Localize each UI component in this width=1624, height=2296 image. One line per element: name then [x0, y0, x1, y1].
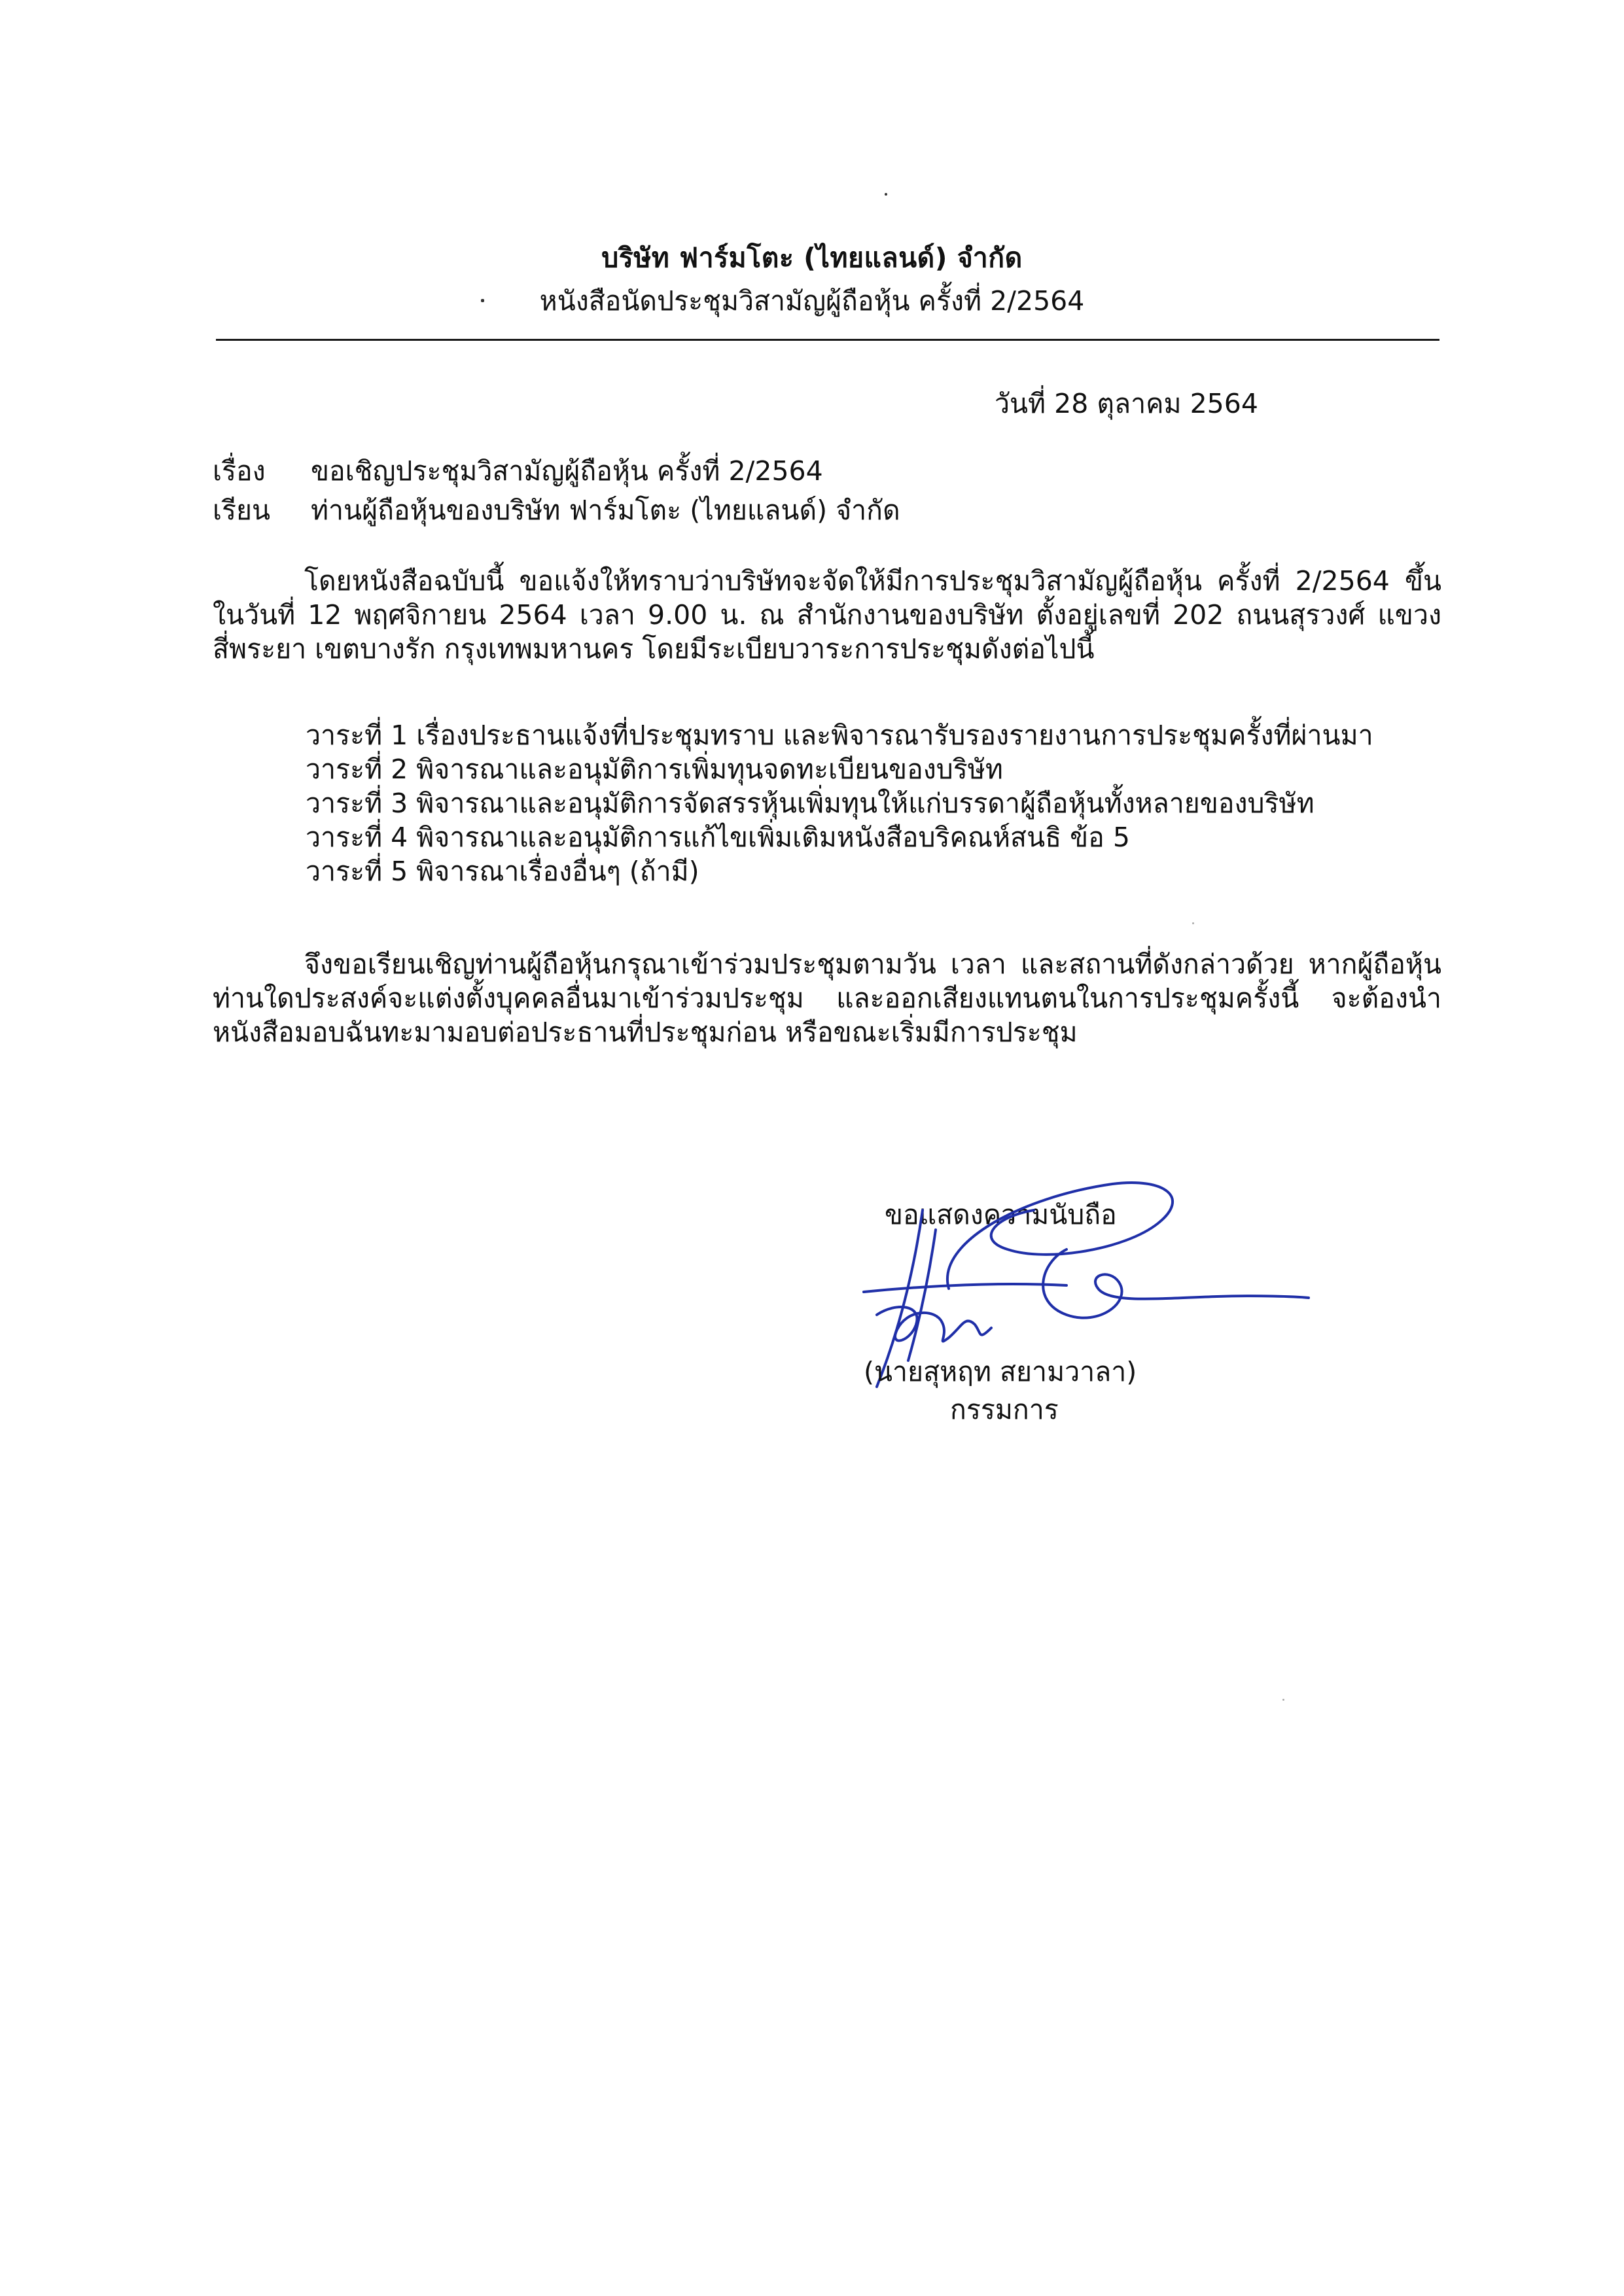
agenda-item: วาระที่ 5 พิจารณาเรื่องอื่นๆ (ถ้ามี) — [306, 856, 699, 887]
subject-value: ขอเชิญประชุมวิสามัญผู้ถือหุ้น ครั้งที่ 2/2564 — [311, 455, 823, 487]
signer-title: กรรมการ — [950, 1394, 1059, 1425]
agenda-item: วาระที่ 4 พิจารณาและอนุมัติการแก้ไขเพิ่มเติมหนังสือบริคณห์สนธิ ข้อ 5 — [306, 822, 1130, 853]
scan-speck — [1192, 922, 1194, 924]
agenda-item: วาระที่ 3 พิจารณาและอนุมัติการจัดสรรหุ้นเพิ่มทุนให้แก่บรรดาผู้ถือหุ้นทั้งหลายของบริษัท — [306, 788, 1315, 819]
recipient-label: เรียน — [213, 495, 271, 526]
recipient-value: ท่านผู้ถือหุ้นของบริษัท ฟาร์มโตะ (ไทยแลนด์) จำกัด — [311, 495, 900, 526]
intro-paragraph: โดยหนังสือฉบับนี้ ขอแจ้งให้ทราบว่าบริษัทจะจัดให้มีการประชุมวิสามัญผู้ถือหุ้น ครั้งที่ 2/2564 ขึ้นในวันที่ 12 พฤศจิกายน 2564 เวลา 9.00 น. ณ สำนักงานของบริษัท ตั้งอยู่เลขที่ 202 ถนนสุรวงศ์ แขวงสี่พระยา เขตบางรัก กรุงเทพมหานคร โดยมีระเบียบวาระการประชุมดังต่อไปนี้ — [213, 565, 1441, 665]
letter-date: วันที่ 28 ตุลาคม 2564 — [995, 388, 1258, 419]
agenda-item: วาระที่ 1 เรื่องประธานแจ้งที่ประชุมทราบ และพิจารณารับรองรายงานการประชุมครั้งที่ผ่านมา — [306, 720, 1373, 751]
header-divider — [216, 339, 1439, 341]
subject-label: เรื่อง — [213, 455, 266, 487]
closing-phrase: ขอแสดงความนับถือ — [885, 1199, 1117, 1230]
scan-speck — [1282, 1699, 1284, 1701]
signer-name: (นายสุหฤท สยามวาลา) — [864, 1356, 1137, 1387]
agenda-item: วาระที่ 2 พิจารณาและอนุมัติการเพิ่มทุนจดทะเบียนของบริษัท — [306, 754, 1003, 785]
scan-speck — [885, 193, 887, 196]
agenda-list — [306, 718, 1373, 888]
closing-paragraph: จึงขอเรียนเชิญท่านผู้ถือหุ้นกรุณาเข้าร่วมประชุมตามวัน เวลา และสถานที่ดังกล่าวด้วย หากผู้ถือหุ้นท่านใดประสงค์จะแต่งตั้งบุคคลอื่นมาเข้าร่วมประชุม และออกเสียงแทนตนในการประชุมครั้งนี้ จะต้องนำหนังสือมอบฉันทะมามอบต่อประธานที่ประชุมก่อน หรือขณะเริ่มมีการประชุม — [213, 948, 1441, 1048]
document-title: หนังสือนัดประชุมวิสามัญผู้ถือหุ้น ครั้งที่ 2/2564 — [539, 285, 1085, 317]
company-name: บริษัท ฟาร์มโตะ (ไทยแลนด์) จำกัด — [601, 242, 1023, 273]
